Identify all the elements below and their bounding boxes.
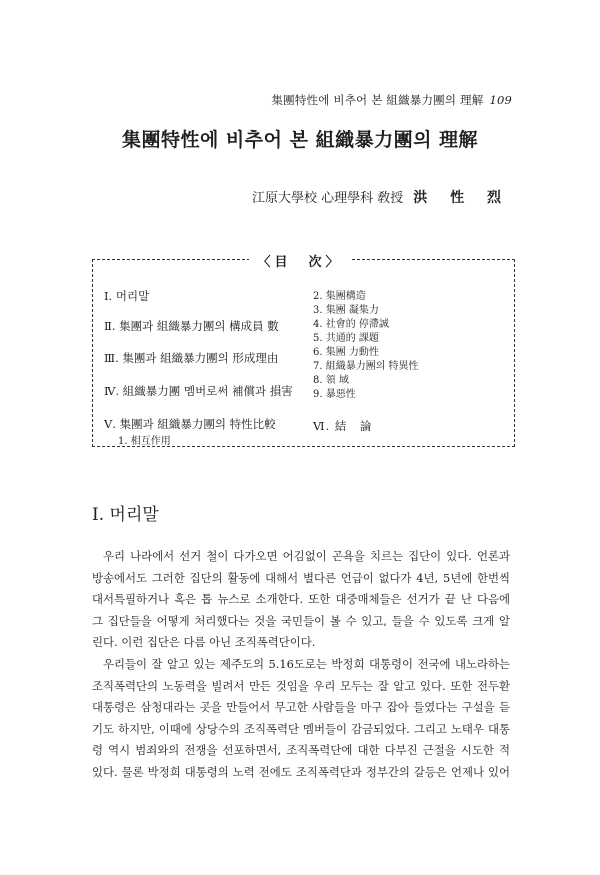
toc-right-item: 6. 集團 力動性	[313, 347, 379, 358]
toc-right-item: 4. 社會的 停滯誠	[313, 319, 389, 330]
toc-subitem-interaction: 1. 相互作用	[118, 436, 171, 447]
toc-item-comparison: Ⅴ. 集團과 組織暴力團의 特性比較	[104, 417, 276, 431]
body-paragraph-1	[92, 546, 510, 654]
toc-right-item: 8. 領 域	[313, 375, 349, 386]
section-heading: Ⅰ. 머리말	[92, 505, 159, 525]
running-head-title: 集團特性에 비추어 본 組織暴力團의 理解	[271, 93, 484, 107]
toc-item-intro: Ⅰ. 머리말	[104, 289, 150, 303]
toc-right-item: 7. 組織暴力團의 特異性	[313, 361, 419, 372]
paragraph-line: 그 집단들을 어떻게 처리했다는 것을 국민들이 볼 수 있고, 들을 수 있도록 크게 알	[92, 613, 510, 628]
paragraph-line: 대통령은 삼청대라는 곳을 만들어서 무고한 사람들을 마구 잡아 들였다는 구설을 듣	[92, 700, 510, 714]
toc-right-item: 5. 共通的 課題	[313, 333, 379, 344]
toc-right-item: 9. 暴惡性	[313, 389, 356, 400]
page-number: 109	[489, 93, 512, 107]
paragraph-line: 있다. 물론 박정희 대통령의 노력 전에도 조직폭력단과 정부간의 갈등은 언제나 있어	[92, 764, 510, 779]
running-head	[271, 92, 512, 108]
body-paragraph-2	[92, 654, 510, 783]
toc-right-item: 3. 集團 凝集力	[313, 305, 379, 316]
paragraph-line: 우리 나라에서 선거 철이 다가오면 어김없이 곤욕을 치르는 집단이 있다. 언론과	[103, 549, 510, 563]
toc-right-item: 2. 集團構造	[313, 291, 366, 302]
paragraph-line: 방송에서도 그러한 집단의 활동에 대해서 별다른 언급이 없다가 4년, 5년에 한번씩	[92, 570, 510, 585]
paragraph-line: 우리들이 잘 알고 있는 제주도의 5.16도로는 박정희 대통령이 전국에 내노라하는	[103, 657, 510, 671]
author-name: 洪 性 烈	[413, 190, 510, 206]
toc-item-conclusion: Ⅵ. 結 論	[313, 419, 373, 433]
author-affiliation: 江原大學校 心理學科 敎授	[251, 191, 404, 206]
paragraph-line: 령 역시 범죄와의 전쟁을 선포하면서, 조직폭력단에 대한 다부진 근절을 시도한 적	[92, 743, 510, 757]
toc-item-formation: Ⅲ. 集團과 組織暴力團의 形成理由	[104, 351, 279, 365]
toc-heading-label: 〈目 次〉	[249, 255, 350, 270]
paragraph-line: 린다. 이런 집단은 다름 아닌 조직폭력단이다.	[92, 635, 316, 649]
toc-item-rewards: Ⅳ. 組織暴力團 멤버로써 補償과 損害	[104, 384, 293, 398]
toc-item-members: Ⅱ. 集團과 組織暴力團의 構成員 數	[104, 319, 279, 333]
toc-heading	[0, 251, 600, 270]
paragraph-line: 조직폭력단의 노동력을 빌려서 만든 것임을 우리 모두는 잘 알고 있다. 또한 전두환	[92, 678, 510, 693]
paragraph-line: 대서특필하거나 혹은 톱 뉴스로 소개한다. 또한 대중매체들은 선거가 끝 난 다음에	[92, 592, 510, 606]
paper-title: 集團特性에 비추어 본 組織暴力團의 理解	[121, 129, 479, 151]
paragraph-line: 기도 하지만, 이때에 상당수의 조직폭력단 멤버들이 감금되었다. 그리고 노태우 대통	[92, 721, 510, 736]
author-line	[252, 187, 510, 207]
